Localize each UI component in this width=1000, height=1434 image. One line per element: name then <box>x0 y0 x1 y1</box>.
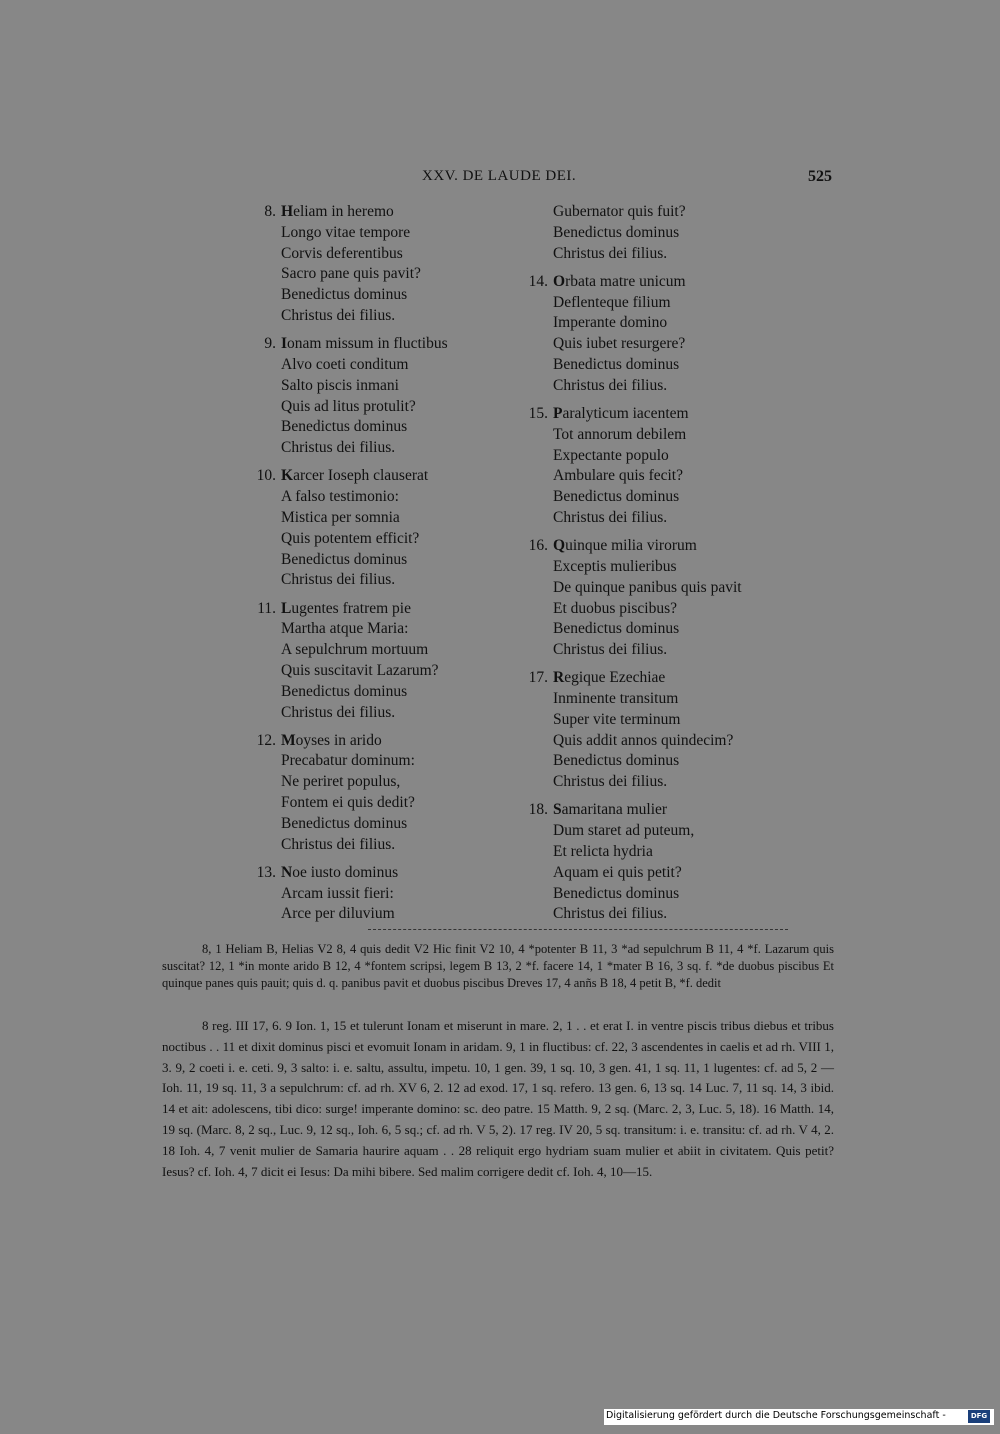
verse-line: Et relicta hydria <box>553 843 653 861</box>
verse-line: Exceptis mulieribus <box>553 557 677 575</box>
stanza-number: 14. <box>528 272 548 290</box>
verse-line: Super vite terminum <box>553 710 681 728</box>
verse-line: Expectante populo <box>553 446 669 464</box>
stanza <box>522 404 812 529</box>
verse-line: Precabatur dominum: <box>281 752 415 770</box>
stanza-number: 11. <box>257 599 276 617</box>
verse-line: Ionam missum in fluctibus <box>281 335 448 353</box>
verse-line: Benedictus dominus <box>281 682 408 700</box>
stanza <box>250 334 520 459</box>
stanza-number: 10. <box>256 467 276 485</box>
verse-line: Christus dei filius. <box>553 641 668 659</box>
verse-line: Noe iusto dominus <box>281 863 399 881</box>
verse-line: Martha atque Maria: <box>281 620 409 638</box>
verse-line: Gubernator quis fuit? <box>553 203 686 220</box>
verse-line: Samaritana mulier <box>553 801 668 819</box>
verse-line: Quis suscitavit Lazarum? <box>281 661 439 679</box>
verse-line: Karcer Ioseph clauserat <box>281 467 429 485</box>
stanza-number: 15. <box>528 404 548 422</box>
source-notes <box>162 1016 834 1182</box>
verse-line: Deflenteque filium <box>553 293 671 311</box>
verse-line: Christus dei filius. <box>281 703 396 721</box>
verse-line: Imperante domino <box>553 314 668 332</box>
verse-line: Benedictus dominus <box>553 223 680 241</box>
verse-line: A falso testimonio: <box>281 488 399 506</box>
page-number: 525 <box>808 168 832 185</box>
footer-credit: Digitalisierung gefördert durch die Deutsche Forschungsgemeinschaft - <box>606 1410 946 1421</box>
page-header <box>0 168 1000 190</box>
stanza <box>250 599 520 724</box>
stanza-number: 8. <box>264 203 276 220</box>
verse-line: Quinque milia virorum <box>553 537 697 555</box>
running-title: XXV. DE LAUDE DEI. <box>422 168 577 184</box>
verse-line: Sacro pane quis pavit? <box>281 265 421 283</box>
verse-line: Tot annorum debilem <box>553 425 687 443</box>
stanza <box>250 731 520 856</box>
verse-line: Orbata matre unicum <box>553 272 686 290</box>
verse-line: Benedictus dominus <box>281 286 408 304</box>
verse-line: Corvis deferentibus <box>281 244 403 262</box>
poem-column-right <box>522 202 812 933</box>
verse-line: De quinque panibus quis pavit <box>553 578 742 596</box>
stanza <box>250 863 520 925</box>
verse-line: Benedictus dominus <box>553 488 680 506</box>
verse-line: Et duobus piscibus? <box>553 599 677 617</box>
stanza-number: 18. <box>528 801 548 819</box>
critical-apparatus <box>162 941 834 992</box>
verse-line: Quis potentem efficit? <box>281 529 420 547</box>
verse-line: Moyses in arido <box>281 731 382 749</box>
verse-line: A sepulchrum mortuum <box>281 641 429 659</box>
verse-line: Benedictus dominus <box>281 550 408 568</box>
verse-line: Christus dei filius. <box>553 244 668 262</box>
verse-line: Benedictus dominus <box>553 884 680 902</box>
verse-line: Benedictus dominus <box>553 355 680 373</box>
verse-line: Christus dei filius. <box>281 306 396 324</box>
verse-line: Alvo coeti conditum <box>281 355 409 373</box>
verse-line: Ambulare quis fecit? <box>553 467 683 485</box>
verse-line: Christus dei filius. <box>553 376 668 394</box>
verse-line: Quis ad litus protulit? <box>281 397 416 415</box>
footnote-divider <box>368 929 788 930</box>
verse-line: Benedictus dominus <box>281 814 408 832</box>
verse-line: Christus dei filius. <box>553 905 668 923</box>
verse-line: Lugentes fratrem pie <box>281 599 411 617</box>
verse-line: Christus dei filius. <box>281 439 396 457</box>
verse-line: Arcam iussit fieri: <box>281 884 394 902</box>
digitization-footer <box>604 1409 994 1425</box>
verse-line: Mistica per somnia <box>281 508 400 526</box>
stanza-number: 16. <box>528 537 548 555</box>
verse-line: Christus dei filius. <box>281 571 396 589</box>
stanza-number: 17. <box>528 669 548 687</box>
verse-line: Paralyticum iacentem <box>553 404 689 422</box>
verse-line: Ne periret populus, <box>281 773 401 791</box>
verse-line: Benedictus dominus <box>553 620 680 638</box>
verse-line: Heliam in heremo <box>281 203 394 220</box>
stanza-number: 9. <box>264 335 276 353</box>
verse-line: Regique Ezechiae <box>553 669 666 687</box>
stanza <box>250 202 520 327</box>
stanza <box>522 202 812 264</box>
verse-line: Dum staret ad puteum, <box>553 822 695 840</box>
verse-line: Aquam ei quis petit? <box>553 863 682 881</box>
verse-line: Benedictus dominus <box>553 752 680 770</box>
verse-line: Fontem ei quis dedit? <box>281 794 415 812</box>
dfg-logo: DFG <box>968 1410 990 1423</box>
verse-line: Salto piscis inmani <box>281 376 399 394</box>
apparatus-text: 8, 1 Heliam B, Helias V2 8, 4 quis dedit V2 Hic finit V2 10, 4 *potenter B 11, 3 *ad sepulchrum B 11, 4 *f. Lazarum quis suscitat? 12, 1 *in monte arido B 12, 4 *fontem scripsi, legem B 13, 2 *f. facere 14, 1 *mater B 16, 3 sq. f. *de duobus piscibus Et quinque panes quis pauit; quis d. q. panibus pavit et duobus piscibus Dreves 17, 4 anñs B 18, 4 petit B, *f. dedit <box>162 942 834 990</box>
verse-line: Christus dei filius. <box>281 835 396 853</box>
verse-line: Benedictus dominus <box>281 418 408 436</box>
stanza-number: 13. <box>256 863 276 881</box>
stanza <box>522 536 812 661</box>
stanza <box>522 800 812 925</box>
verse-line: Arce per diluvium <box>281 905 395 923</box>
stanza <box>522 272 812 397</box>
stanza-number: 12. <box>256 731 276 749</box>
stanza <box>522 668 812 793</box>
verse-line: Longo vitae tempore <box>281 223 411 241</box>
verse-line: Christus dei filius. <box>553 773 668 791</box>
poem-column-left <box>250 202 520 933</box>
verse-line: Quis addit annos quindecim? <box>553 731 734 749</box>
notes-text: 8 reg. III 17, 6. 9 Ion. 1, 15 et tulerunt Ionam et miserunt in mare. 2, 1 . . et erat I. in ventre piscis tribus diebus et tribus noctibus . . 11 et dixit dominus pisci et evomuit Ionam in aridam. 9, 1 in fluctibus: cf. 22, 3 ascendentes in caelis et ad rh. VIII 1, 3. 9, 2 coeti i. e. ceti. 9, 3 salto: i. e. saltu, assultu, impetu. 10, 1 gen. 39, 1 sq. 10, 3 gen. 41, 1 sq. 11, 1 lugentes: cf. ad 5, 2 — Ioh. 11, 19 sq. 11, 3 a sepulchrum: cf. ad rh. XV 6, 2. 12 ad exod. 17, 1 sq. refero. 13 gen. 6, 13 sq. 14 Luc. 7, 11 sq. 14, 3 ibid. 14 et ait: adolescens, tibi dico: surge! imperante domino: sc. deo patre. 15 Matth. 9, 2 sq. (Marc. 2, 3, Luc. 5, 18). 16 Matth. 14, 19 sq. (Marc. 8, 2 sq., Luc. 9, 12 sq., Ioh. 6, 5 sq.; cf. ad rh. V 5, 2). 17 reg. IV 20, 5 sq. transitum: i. e. transitu: cf. ad rh. V 4, 2. 18 Ioh. 4, 7 venit mulier de Samaria haurire aquam . . 28 reliquit ergo hydriam suam mulier et abiit in civitatem. Quis petit? Iesus? cf. Ioh. 4, 7 dicit ei Iesus: Da mihi bibere. Sed malim corrigere dedit cf. Ioh. 4, 10—15. <box>162 1018 834 1179</box>
verse-line: Christus dei filius. <box>553 508 668 526</box>
verse-line: Quis iubet resurgere? <box>553 335 686 353</box>
verse-line: Inminente transitum <box>553 690 679 708</box>
stanza <box>250 466 520 591</box>
